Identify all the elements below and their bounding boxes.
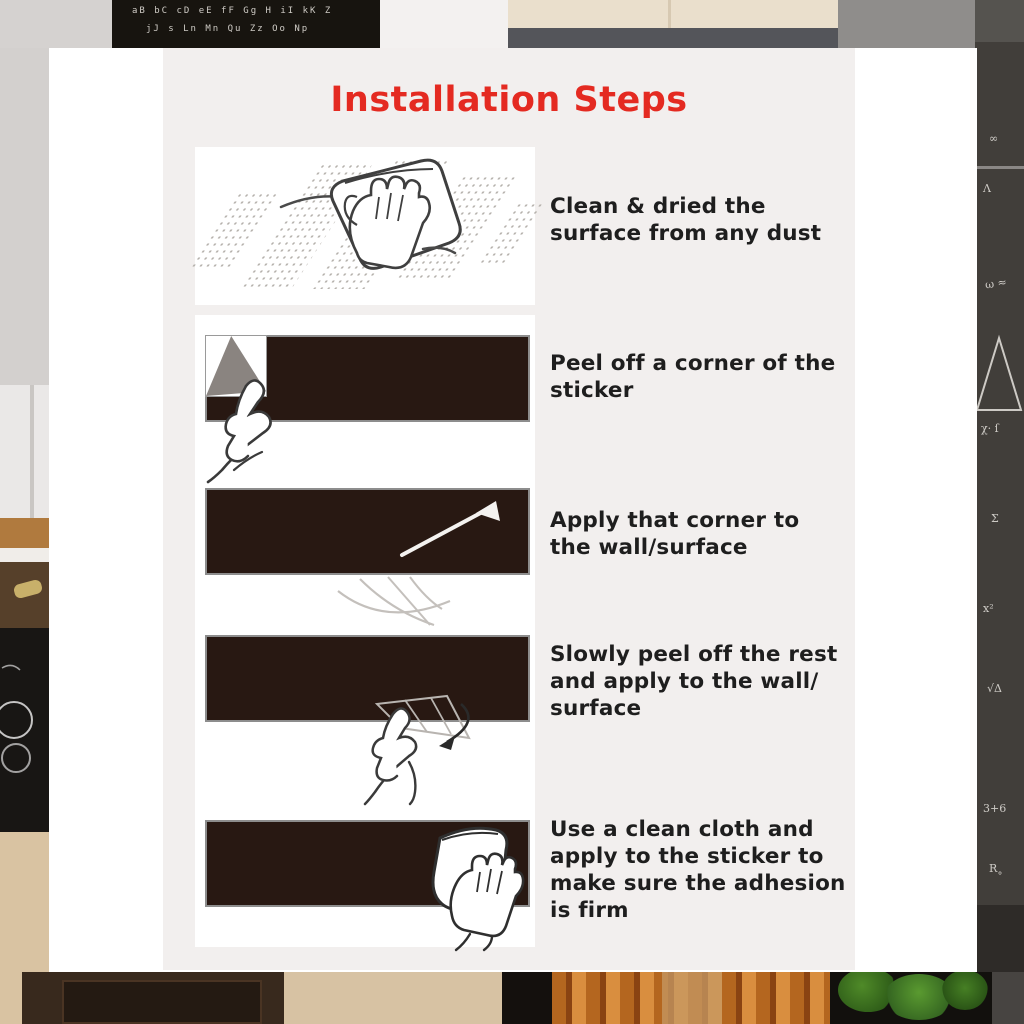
- chalk-math-mark: R˳: [989, 862, 1003, 875]
- step3-line: Apply that corner to: [550, 508, 800, 533]
- chalk-math-mark: x²: [983, 602, 994, 615]
- chalk-math-mark: Σ: [991, 512, 999, 525]
- brass-fitting: [13, 579, 44, 600]
- chalk-math-mark: χ· ſ: [981, 422, 999, 435]
- bottom-woodgrain-curtain: [552, 972, 830, 1024]
- bottom-dark-door: [22, 972, 284, 1024]
- pinching-hand-icon: [200, 372, 315, 487]
- right-wall-top: [975, 0, 1024, 42]
- hand-wiping-cloth-icon: [273, 149, 473, 299]
- chalk-wreath-doodle: [0, 628, 49, 832]
- left-white-paneling: [0, 385, 49, 518]
- step4-line: and apply to the wall/: [550, 669, 819, 694]
- bottom-cream-panel: [284, 972, 502, 1024]
- shelf-line: [975, 166, 1024, 169]
- woodgrain-highlight: [662, 972, 722, 1024]
- chalk-math-mark: ω ≈: [984, 275, 1008, 292]
- step1-illustration: [195, 147, 535, 305]
- step5-line: apply to the sticker to: [550, 844, 824, 869]
- arrow-up-right-icon: [392, 495, 512, 565]
- cabinet-seam: [668, 0, 671, 28]
- step2-line: sticker: [550, 378, 634, 403]
- step1-line: surface from any dust: [550, 221, 822, 246]
- step5-text: [550, 816, 880, 924]
- step4-text: [550, 641, 880, 722]
- chalk-math-mark: 3+6: [983, 802, 1007, 815]
- chalk-math-mark: ∞: [989, 132, 999, 145]
- step3-line: the wall/surface: [550, 535, 748, 560]
- step2-line: Peel off a corner of the: [550, 351, 836, 376]
- step4-line: surface: [550, 696, 642, 721]
- door-panel: [62, 980, 262, 1024]
- chalk-scribble-row: jJ s Ln Mn Qu Zz Oo Np: [146, 24, 310, 34]
- step2-text: [550, 350, 880, 404]
- plant-foliage: [942, 970, 988, 1010]
- left-dark-wood: [0, 562, 49, 628]
- step4-line: Slowly peel off the rest: [550, 642, 838, 667]
- chalk-math-mark: Λ: [983, 182, 991, 195]
- chalk-triangle-doodle: [975, 332, 1024, 422]
- countertop-edge: [508, 28, 838, 48]
- bottom-tan-corner: [0, 972, 22, 1024]
- top-slate-panel: [838, 0, 978, 48]
- step5-line: make sure the adhesion: [550, 871, 846, 896]
- page-title: Installation Steps: [330, 80, 688, 120]
- bottom-dark-with-plant: [830, 972, 992, 1024]
- chalk-math-mark: √Δ: [987, 682, 1002, 695]
- panel-groove: [30, 385, 34, 518]
- chalk-scribble-row: aB bC cD eE fF Gg H iI kK Z: [132, 6, 333, 16]
- left-chalkboard: [0, 628, 49, 832]
- top-white-pillar: [380, 0, 508, 48]
- top-cream-cabinet: [508, 0, 838, 48]
- hand-pressing-cloth-icon: [412, 822, 527, 952]
- step5-line: is firm: [550, 898, 629, 923]
- top-chalkboard: [112, 0, 380, 48]
- right-chalkboard: [975, 42, 1024, 905]
- step3-text: [550, 507, 880, 561]
- left-wood-shelf: [0, 518, 49, 548]
- bottom-black-gap: [502, 972, 552, 1024]
- step1-text: [550, 193, 880, 247]
- top-wall-left: [0, 0, 112, 48]
- curled-backing-sheet-icon: [330, 573, 460, 633]
- step1-line: Clean & dried the: [550, 194, 766, 219]
- step5-line: Use a clean cloth and: [550, 817, 814, 842]
- left-white-strip: [0, 548, 49, 562]
- left-wall-gray: [0, 48, 49, 385]
- hand-pulling-backing-icon: [335, 692, 495, 807]
- bottom-gray-corner: [992, 972, 1024, 1024]
